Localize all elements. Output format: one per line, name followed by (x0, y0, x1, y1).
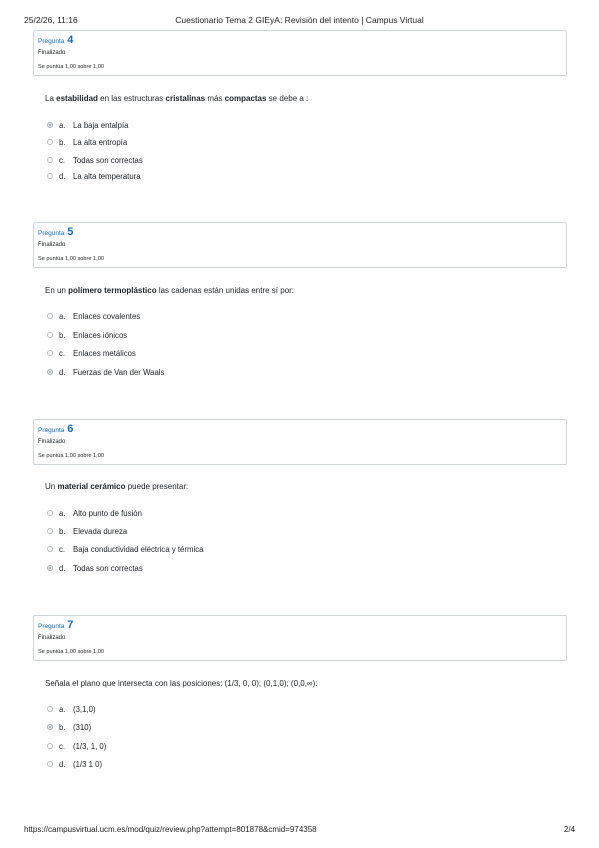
option-text: Baja conductividad eléctrica y térmica (73, 545, 204, 554)
option-letter: b. (59, 527, 66, 536)
radio-button[interactable] (47, 122, 53, 128)
option-letter: c. (59, 742, 66, 751)
question-label: Pregunta (38, 38, 65, 45)
option-text: (1/3, 1, 0) (73, 742, 107, 751)
option-text: La alta entropía (73, 138, 128, 147)
question-number: 4 (67, 34, 74, 46)
question-text-part: se debe a : (266, 94, 309, 103)
option-text: La alta temperatura (73, 172, 141, 181)
option-text: Enlaces iónicos (73, 331, 128, 340)
option-letter: d. (59, 172, 66, 181)
question-number-line (38, 34, 73, 46)
radio-button[interactable] (47, 743, 53, 749)
question-state: Finalizado (38, 439, 66, 445)
page-number: 2/4 (563, 825, 575, 834)
radio-button[interactable] (47, 369, 53, 375)
option-letter: d. (59, 564, 66, 573)
question-text-bold: estabilidad (56, 94, 98, 103)
option-letter: a. (59, 312, 66, 321)
option-letter: b. (59, 723, 66, 732)
question-text-bold: material cerámico (57, 482, 126, 491)
question-text-part: las cadenas están unidas entre sí por: (156, 286, 295, 295)
answer-option[interactable] (47, 544, 203, 556)
radio-button[interactable] (47, 139, 53, 145)
option-text: (3,1,0) (73, 705, 96, 714)
option-text: Fuerzas de Van der Waals (73, 368, 165, 377)
answer-option[interactable] (47, 526, 127, 538)
question-text-part: puede presentar: (125, 482, 189, 491)
answer-option[interactable] (47, 508, 142, 520)
option-letter: a. (59, 705, 66, 714)
question-info-box (33, 222, 567, 268)
question-text-bold: polímero termoplástico (68, 286, 157, 295)
option-text: (310) (73, 723, 92, 732)
question-text-bold: compactas (224, 94, 267, 103)
answer-option[interactable] (47, 120, 129, 132)
radio-button[interactable] (47, 724, 53, 730)
print-datetime: 25/2/26, 11:16 (24, 15, 78, 25)
answer-option[interactable] (47, 704, 96, 716)
question-grade: Se puntúa 1,00 sobre 1,00 (38, 64, 104, 70)
answer-option[interactable] (47, 171, 141, 183)
option-text: (1/3 1 0) (73, 760, 103, 769)
answer-option[interactable] (47, 137, 127, 149)
option-text: Alto punto de fusión (73, 509, 142, 518)
answer-option[interactable] (47, 759, 102, 771)
question-number: 5 (67, 226, 74, 238)
radio-button[interactable] (47, 546, 53, 552)
question-number-line (38, 423, 73, 435)
radio-button[interactable] (47, 173, 53, 179)
question-grade: Se puntúa 1,00 sobre 1,00 (38, 649, 104, 655)
question-text-part: Señala el plano que intersecta con las posiciones: (1/3, 0, 0); (0,1,0); (0,0,∞): (45, 679, 318, 688)
radio-button[interactable] (47, 761, 53, 767)
option-letter: a. (59, 121, 66, 130)
question-state: Finalizado (38, 635, 66, 641)
answer-option[interactable] (47, 722, 91, 734)
option-letter: a. (59, 509, 66, 518)
question-number: 7 (67, 619, 74, 631)
question-info-box (33, 615, 567, 661)
question-number: 6 (67, 423, 74, 435)
answer-option[interactable] (47, 348, 136, 360)
question-text-part: en las estructuras (97, 94, 166, 103)
answer-option[interactable] (47, 367, 164, 379)
question-label: Pregunta (38, 427, 65, 434)
option-text: Enlaces covalentes (73, 312, 141, 321)
option-text: Todas son correctas (73, 564, 143, 573)
question-grade: Se puntúa 1,00 sobre 1,00 (38, 256, 104, 262)
radio-button[interactable] (47, 157, 53, 163)
question-info-box (33, 30, 567, 76)
question-text-part: más (205, 94, 225, 103)
radio-button[interactable] (47, 528, 53, 534)
question-grade: Se puntúa 1,00 sobre 1,00 (38, 453, 104, 459)
print-url: https://campusvirtual.ucm.es/mod/quiz/review.php?attempt=801878&cmid=974358 (24, 825, 317, 834)
radio-button[interactable] (47, 706, 53, 712)
question-text-part: Un (45, 482, 58, 491)
answer-option[interactable] (47, 311, 140, 323)
option-letter: b. (59, 138, 66, 147)
option-letter: c. (59, 156, 66, 165)
question-label: Pregunta (38, 230, 65, 237)
option-text: Elevada dureza (73, 527, 128, 536)
question-number-line (38, 619, 73, 631)
question-text (45, 286, 294, 295)
option-letter: c. (59, 349, 66, 358)
option-text: Enlaces metálicos (73, 349, 136, 358)
radio-button[interactable] (47, 313, 53, 319)
radio-button[interactable] (47, 332, 53, 338)
question-text (45, 94, 308, 103)
question-text-part: En un (45, 286, 69, 295)
question-number-line (38, 226, 73, 238)
print-title: Cuestionario Tema 2 GIEyA: Revisión del intento | Campus Virtual (175, 15, 424, 25)
option-letter: d. (59, 760, 66, 769)
answer-option[interactable] (47, 330, 127, 342)
option-text: La baja entalpía (73, 121, 129, 130)
option-letter: c. (59, 545, 66, 554)
option-text: Todas son correctas (73, 156, 143, 165)
radio-button[interactable] (47, 350, 53, 356)
option-letter: b. (59, 331, 66, 340)
question-label: Pregunta (38, 623, 65, 630)
question-text (45, 482, 188, 491)
radio-button[interactable] (47, 565, 53, 571)
question-text (45, 679, 318, 688)
question-state: Finalizado (38, 50, 66, 56)
question-info-box (33, 419, 567, 465)
question-state: Finalizado (38, 242, 66, 248)
radio-button[interactable] (47, 510, 53, 516)
option-letter: d. (59, 368, 66, 377)
answer-option[interactable] (47, 563, 143, 575)
answer-option[interactable] (47, 155, 143, 167)
question-text-bold: cristalinas (165, 94, 206, 103)
question-text-part: La (45, 94, 57, 103)
answer-option[interactable] (47, 741, 106, 753)
